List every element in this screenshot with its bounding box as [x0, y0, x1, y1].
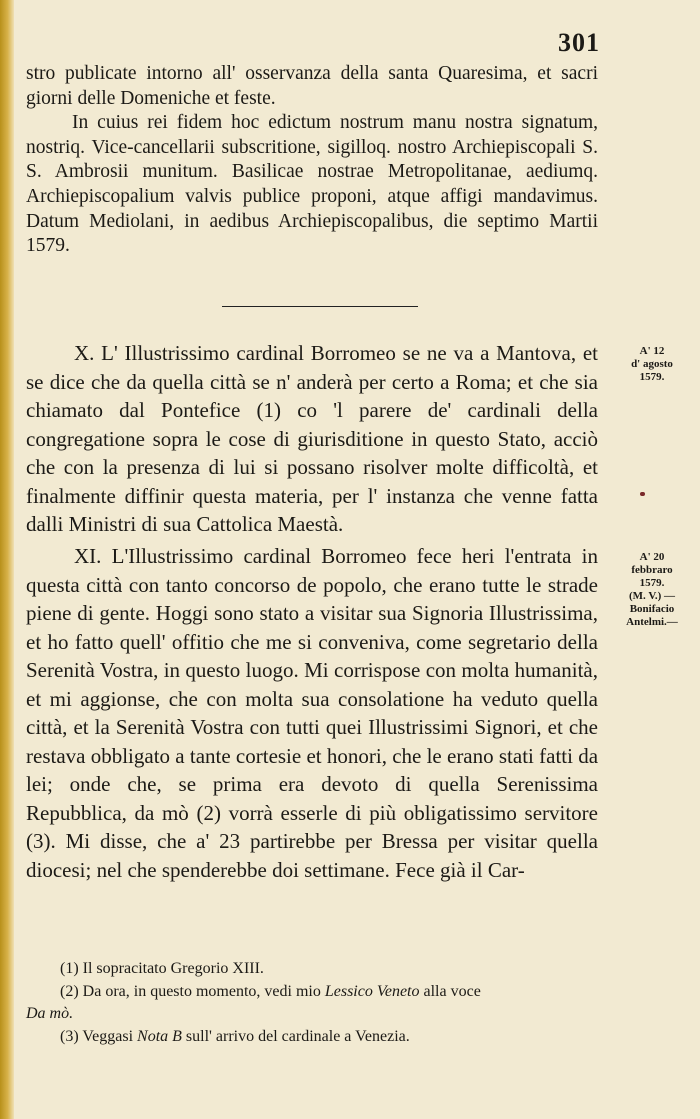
footnote-2-term: Da mò.	[26, 1005, 74, 1022]
footnote-2-continuation	[26, 1003, 598, 1026]
margin-note-xi-line: A' 20	[639, 551, 665, 563]
margin-mark	[640, 492, 645, 496]
margin-note-x-line: d' agosto	[631, 358, 673, 370]
edict-paragraph-1: stro publicate intorno all' osservanza della santa Quaresima, et sacri giorni delle Domeniche et feste.	[26, 63, 598, 109]
margin-note-xi-line: Bonifacio	[629, 603, 675, 615]
margin-note-xi-line: 1579.	[639, 577, 665, 589]
section-x-paragraph: X. L' Illustrissimo cardinal Borromeo se ne va a Mantova, et se dice che da quella città se n' anderà per certo a Roma; et che sia chiamato dal Pontefice (1) co 'l parere de' cardinali della congregatione sopra le cose di giurisditione in questo Stato, acciò che con la presenza di lui si possano risolver molte difficoltà, et finalmente diffinir questa materia, per l' instanza che venne fatta dalli Ministri di sua Cattolica Maestà.	[26, 341, 598, 536]
margin-note-xi-line: Antelmi.—	[626, 616, 678, 628]
edict-paragraph-2: In cuius rei fidem hoc edictum nostrum manu nostra signatum, nostriq. Vice-cancellarii subscritione, sigilloq. nostro Archiepiscopali S. S. Ambrosii munitum. Basilicae nostrae Metropolitanae, aediumq. Archiepiscopalium valvis publice proponi, atque affigi mandavimus. Datum Mediolani, in aedibus Archiepiscopalibus, die septimo Martii 1579.	[26, 112, 598, 257]
margin-note-xi	[612, 551, 692, 629]
section-x	[26, 339, 598, 539]
footnote-3-text: (3) Veggasi	[60, 1027, 138, 1045]
footnote-1: (1) Il sopracitato Gregorio XIII.	[60, 960, 264, 977]
section-xi	[26, 542, 598, 884]
footnote-3	[26, 1026, 598, 1049]
footnote-2-work-title: Lessico Veneto	[324, 982, 420, 1000]
footnote-2-text: (2) Da ora, in questo momento, vedi mio	[60, 982, 325, 1000]
margin-note-xi-line: (M. V.) —	[628, 590, 676, 602]
footnote-2	[26, 981, 598, 1004]
footnote-3-text-end: sull' arrivo del cardinale a Venezia.	[181, 1027, 410, 1045]
footnotes	[26, 958, 598, 1048]
footnote-2-text-end: alla voce	[419, 982, 481, 1000]
margin-note-x-line: 1579.	[639, 371, 665, 383]
footnote-3-reference: Nota B	[137, 1027, 182, 1045]
page-number: 301	[558, 28, 600, 57]
margin-note-xi-line: febbraro	[631, 564, 673, 576]
section-xi-paragraph: XI. L'Illustrissimo cardinal Borromeo fece heri l'entrata in questa città con tanto concorso de popolo, che erano tutte le strade piene di gente. Hoggi sono stato a visitar sua Signoria Illustrissima, et ho fatto quell' offitio che me si conveniva, come segretario della Serenità Vostra, in questo luogo. Mi corrispose con molta humanità, et mi aggionse, che con molta sua consolatione ha veduto quella città, et la Serenità Vostra con tutti quei Illustrissimi Signori, et che restava obbligato a tante cortesie et honori, che le erano stati fatti da lei; onde che, se prima era devoto di quella Serenissima Repubblica, da mò (2) vorrà esserle di più obligatissimo servitore (3). Mi disse, che a' 23 partirebbe per Bressa per visitar quella diocesi; nel che spenderebbe doi settimane. Fece già il Car-	[26, 544, 599, 882]
margin-note-x-line: A' 12	[639, 345, 665, 357]
book-binding-edge	[0, 0, 14, 1119]
section-divider	[222, 306, 418, 307]
edict-text	[26, 62, 598, 259]
margin-note-x	[612, 345, 692, 384]
